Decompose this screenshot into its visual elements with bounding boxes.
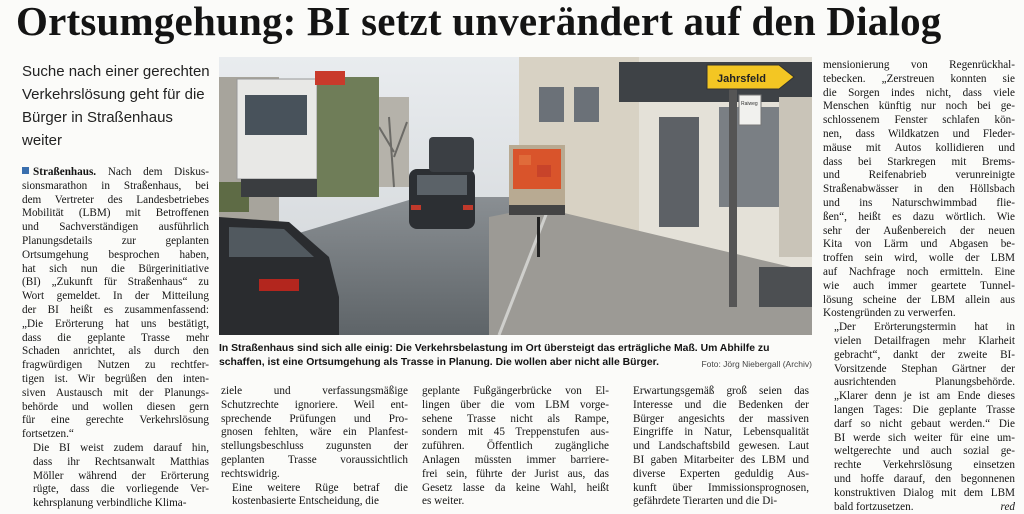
text-line: sehr der Außenbereich der neuen <box>823 224 1015 237</box>
street-scene-image <box>219 57 812 335</box>
column-5 <box>823 59 1015 514</box>
text-line: BI werde sich weiter für eine um- <box>834 431 1015 444</box>
text-line: frei sein, führte der Jurist aus, das <box>422 467 609 480</box>
paragraph <box>422 385 609 509</box>
text-line: Wort gemeldet. In der Mitteilung <box>22 290 209 303</box>
text-line: Straßenabwässer in den Höllsbach <box>823 183 1015 196</box>
text-line: Kita von Lärm und Abgasen be- <box>823 238 1015 251</box>
text-line: sionsmarathon in Straßenhaus, bei <box>22 179 209 192</box>
column-3 <box>422 385 609 509</box>
text-line: vielen Detailfragen mehr Klarheit <box>834 334 1015 347</box>
text-line: hat sich nun die Bürgerinitiative <box>22 262 209 275</box>
text-line: Eingriffe in Natur, Lebensqualität <box>633 426 809 439</box>
street-photo <box>219 57 812 335</box>
text-line: lingen über die vom LBM vorge- <box>422 398 609 411</box>
text-line: tigen ist. Wir begrüßen den inten- <box>22 372 209 385</box>
paragraph <box>221 482 408 510</box>
text-line: stellungsbeschluss zugunsten der <box>221 440 408 453</box>
lead-marker-icon <box>22 167 29 174</box>
photo-credit: Foto: Jörg Niebergall (Archiv) <box>701 359 812 369</box>
text-line: gefährdete Tierarten und die Di- <box>633 495 778 508</box>
text-line: geplanten Trasse voraussichtlich <box>221 453 408 466</box>
text-line: diverse Experten geduldig Aus- <box>633 467 809 480</box>
text-line: Die BI weist zudem darauf hin, <box>33 441 209 454</box>
subheadline: Suche nach einer gerechten Verkehrslösung geht für die Bürger in Straßenhaus weiter <box>22 63 210 149</box>
text-line: Vorsitzende Stephan Gärtner der <box>834 362 1015 375</box>
text-line: ßen“, heißt es dazu wörtlich. Wie <box>823 210 1015 223</box>
text-line: Straßenhaus. Nach dem Diskus- <box>22 166 209 180</box>
text-line: und Sachverständigen ausführlich <box>22 221 209 234</box>
text-line: weltgerechte und auch sozial ge- <box>834 445 1015 458</box>
text-line: und Landschaftsbild gewesen. Laut <box>633 440 809 453</box>
paragraph <box>22 442 209 511</box>
text-line: sehene Trasse nicht als Rampe, <box>422 412 609 425</box>
text-line: „Der Erörterungstermin hat in <box>834 321 1015 334</box>
text-line: Interesse und die Bedenken der <box>633 398 809 411</box>
text-line: kostenbasierte Entscheidung, die <box>232 495 379 508</box>
text-line: fragwürdigen Nutzen zu rechtfer- <box>22 359 209 372</box>
text-line: dem Vertreter des Landesbetriebes <box>22 193 209 206</box>
headline: Ortsumgehung: BI setzt unverändert auf den Dialog <box>16 0 942 44</box>
text-line: Schutzrechte ignoriere. Weil ent- <box>221 398 408 411</box>
dateline: Straßenhaus. <box>33 166 108 178</box>
paragraph <box>823 321 1015 514</box>
text-line: dass bei Starkregen mit Brems- <box>823 155 1015 168</box>
text-line: bald fortzusetzen. red <box>834 500 1015 513</box>
text-line: langen Tages: Die geplante Trasse <box>834 403 1015 416</box>
paragraph <box>22 166 209 442</box>
text-line: auf Nachfrage noch ermitteln. Eine <box>823 265 1015 278</box>
paragraph <box>823 59 1015 321</box>
text-line: wie auch immer geartete Tunnel- <box>823 279 1015 292</box>
text-line: Anlagen müssten immer barriere- <box>422 453 609 466</box>
text-line: nen, dass Wildkatzen und Fleder- <box>823 127 1015 140</box>
text-line: dass ihr Rechtsanwalt Matthias <box>33 455 209 468</box>
text-line: gebracht“, dankt der zweite BI- <box>834 348 1015 361</box>
text-line: Erwartungsgemäß groß seien das <box>633 385 809 397</box>
text-line: es weiter. <box>422 495 465 508</box>
text-line: siven Austausch mit der Planungs- <box>22 386 209 399</box>
text-line: Möller während der Erörterung <box>33 469 209 482</box>
text-line: mensionierung von Regenrückhal- <box>823 59 1015 71</box>
text-line: fortsetzen.“ <box>22 428 74 441</box>
text-line: lösung scheine der LBM allein aus <box>823 293 1015 306</box>
text-line: kunft über Immissionsprognosen, <box>633 481 809 494</box>
direction-sign-text: Jahrsfeld <box>717 73 766 85</box>
text-line: mäuse mit Autos kollidieren und <box>823 141 1015 154</box>
paragraph <box>221 385 408 482</box>
text-line: geplante Fußgängerbrücke von El- <box>422 385 609 397</box>
text-line: die Sorgen indes nicht, dass viele <box>823 86 1015 99</box>
text-line: Planungsdetails zur geplanten <box>22 234 209 247</box>
photo-caption <box>219 342 812 371</box>
text-line: (BI) „Zukunft für Straßenhaus“ zu <box>22 276 209 289</box>
column-2 <box>221 385 408 509</box>
text-line: „Klarer denn je ist am Ende dieses <box>834 390 1015 403</box>
text-line: der BI heißt es zusammenfassend: <box>22 303 209 316</box>
text-line: Gesetz lasse da keine Wahl, heißt <box>422 481 609 494</box>
text-line: Schaden anrichtet, als durch den <box>22 345 209 358</box>
text-line: Ortsumgehung besprochen haben, <box>22 248 209 261</box>
text-line: ausrichtenden Planungsbehörde. <box>834 376 1015 389</box>
text-line: zuführen. Öffentlich zugängliche <box>422 440 609 453</box>
text-line: rechte Verkehrslösung einsetzen <box>834 459 1015 472</box>
text-line: und ins Naturschwimmbad flie- <box>823 196 1015 209</box>
text-line: Mobilität (LBM) mit Betroffenen <box>22 207 209 220</box>
caption-text: In Straßenhaus sind sich alle einig: Die Verkehrsbelastung im Ort übersteigt das erträgliche Maß. Um Abhilfe zu schaffen, ist eine Ortsumgehung als Trasse in Planung. Die wollen aber nicht alle Bürger. <box>219 343 770 368</box>
column-1 <box>22 166 209 511</box>
text-line: BI gaben Mitarbeiter des LBM und <box>633 453 809 466</box>
text-line: und hoffe darauf, den begonnenen <box>834 472 1015 485</box>
text-line: sondern mit 45 Treppenstufen aus- <box>422 426 609 439</box>
text-line: Eine weitere Rüge betraf die <box>232 481 408 494</box>
text-line: konstruktiven Dialog mit dem LBM <box>834 486 1015 499</box>
text-line: Bürger angesichts der massiven <box>633 412 809 425</box>
text-line: und Reifenabrieb verunreinigte <box>823 169 1015 182</box>
text-line: kehrsplanung verbindliche Klima- <box>33 497 187 510</box>
text-line: schlossenem Fenster schlafen kön- <box>823 114 1015 127</box>
text-line: sprechende Prüfungen und Pro- <box>221 412 408 425</box>
text-line: gnosen fehlten, wäre ein Planfest- <box>221 426 408 439</box>
paragraph <box>622 385 809 509</box>
text-line: tebecken. „Zerstreuen konnten sie <box>823 72 1015 85</box>
text-line: „Die Erörterung hat uns bestätigt, <box>22 317 209 330</box>
text-line: für eine gerechte Verkehrslösung <box>22 414 209 427</box>
text-line: darf so nicht gebaut werden.“ Die <box>834 417 1015 430</box>
text-line: rügte, dass die vorliegende Ver- <box>33 483 209 496</box>
text-line: Kostengründen zu verwerfen. <box>823 307 956 320</box>
author-signature: red <box>1000 500 1015 513</box>
text-line: troffen sein wird, wolle der LBM <box>823 252 1015 265</box>
text-line: dass die geplante Trasse mehr <box>22 331 209 344</box>
text-line: behörde und wollen diesen gern <box>22 400 209 413</box>
street-sign-text: Raiweg <box>741 101 758 107</box>
text-line: Menschen künftig nur noch bei ge- <box>823 100 1015 113</box>
column-4 <box>622 385 809 509</box>
text-line: ziele und verfassungsmäßige <box>221 385 408 397</box>
text-line: rechtswidrig. <box>221 467 280 480</box>
